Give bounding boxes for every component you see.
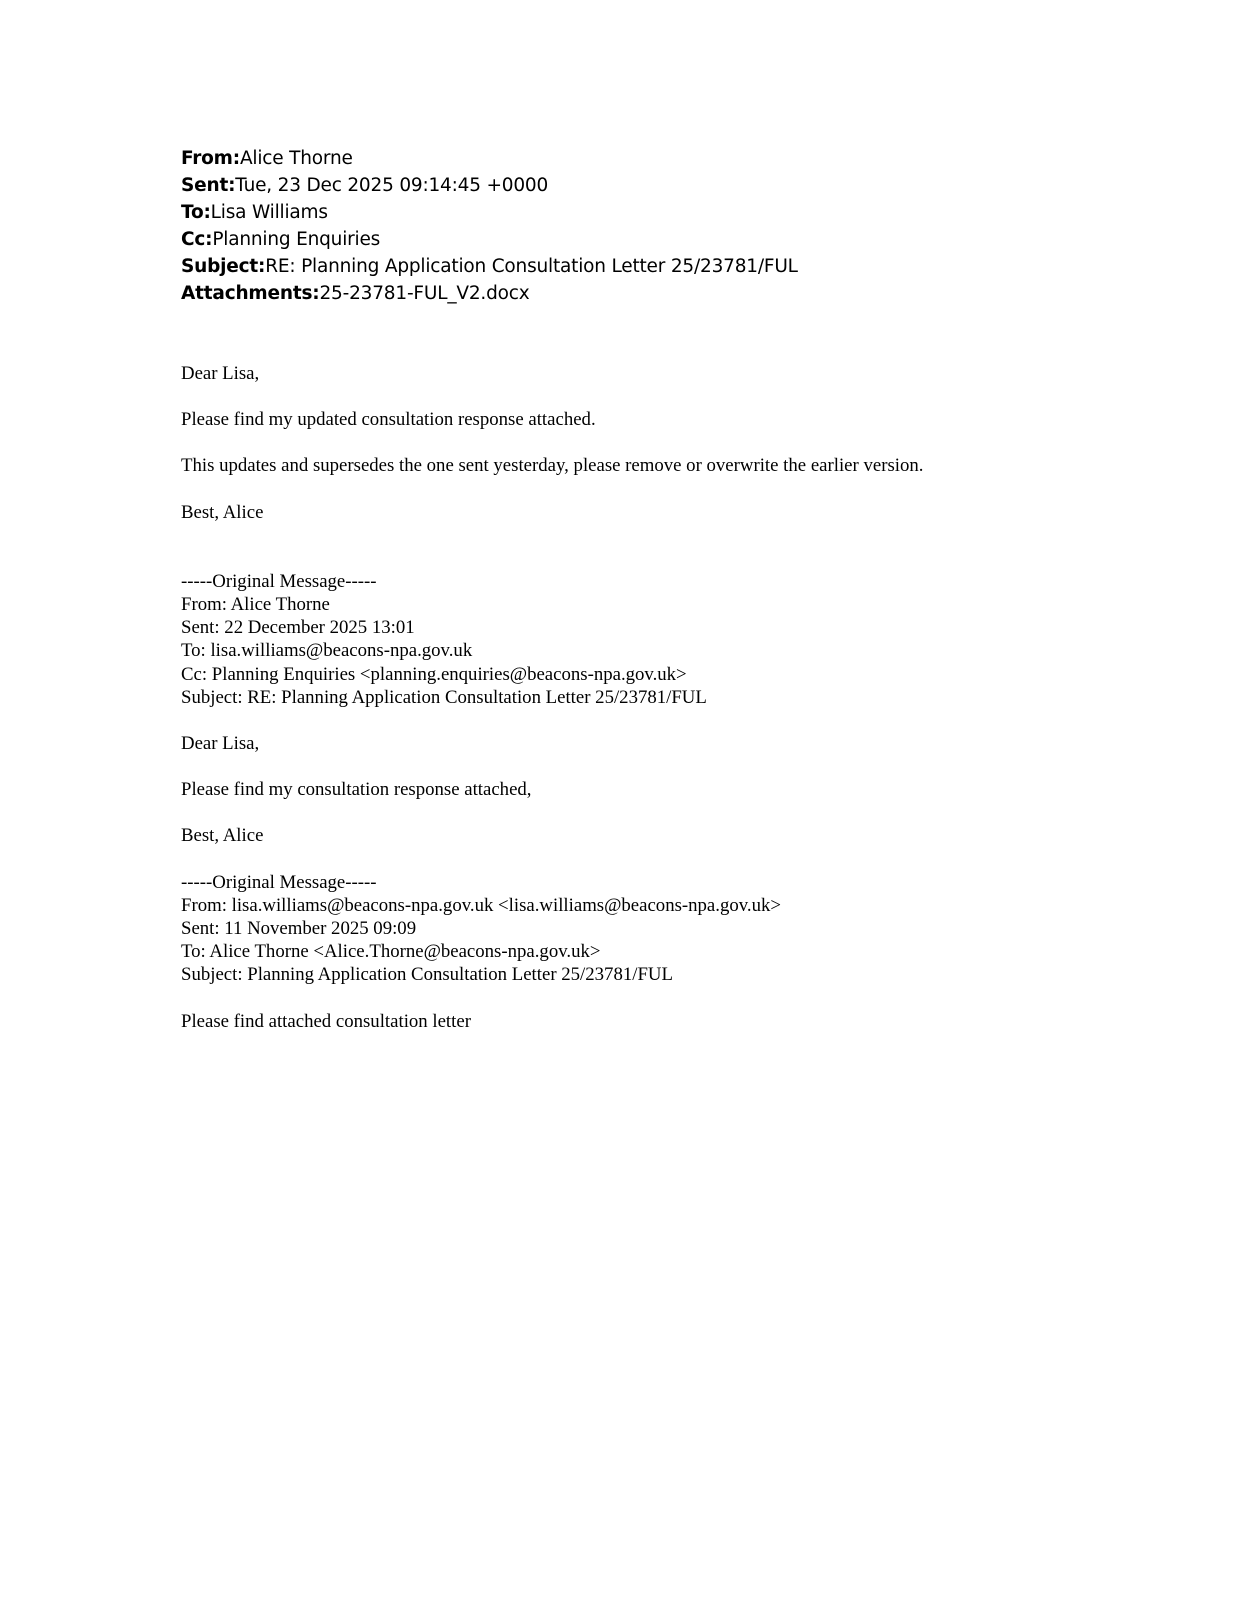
header-sent-label: Sent: [181,175,236,196]
quoted1-from: From: Alice Thorne [181,594,330,616]
header-to-label: To: [181,202,211,223]
header-attachments-value: 25-23781-FUL_V2.docx [319,283,530,304]
header-cc-label: Cc: [181,229,213,250]
quoted1-body: Please find my consultation response attached, [181,779,532,801]
header-from-value: Alice Thorne [239,148,353,169]
quoted2-body: Please find attached consultation letter [181,1010,471,1032]
quoted-message-2-header [181,871,923,987]
header-sent [181,172,798,199]
quoted2-from: From: lisa.williams@beacons-npa.gov.uk <lisa.williams@beacons-npa.gov.uk> [181,894,781,916]
message-line-1: Please find my updated consultation response attached. [181,409,596,431]
header-subject-value: RE: Planning Application Consultation Letter 25/23781/FUL [265,256,798,277]
header-attachments-label: Attachments: [181,283,320,304]
email-body [181,362,923,1056]
quoted1-separator: -----Original Message----- [181,570,377,592]
header-cc [181,226,798,253]
message-greeting: Dear Lisa, [181,363,260,384]
quoted1-cc: Cc: Planning Enquiries <planning.enquiries@beacons-npa.gov.uk> [181,663,687,685]
quoted1-subject: Subject: RE: Planning Application Consultation Letter 25/23781/FUL [181,686,707,708]
quoted1-to: To: lisa.williams@beacons-npa.gov.uk [181,640,473,662]
quoted2-sent: Sent: 11 November 2025 09:09 [181,918,417,940]
quoted2-to: To: Alice Thorne <Alice.Thorne@beacons-npa.gov.uk> [181,941,601,963]
message-line-2: This updates and supersedes the one sent yesterday, please remove or overwrite the earlier version. [181,455,924,477]
header-subject [181,253,798,280]
header-cc-value: Planning Enquiries [212,229,381,250]
quoted2-subject: Subject: Planning Application Consultation Letter 25/23781/FUL [181,964,673,986]
quoted1-sent: Sent: 22 December 2025 13:01 [181,617,415,639]
header-to [181,199,798,226]
quoted1-signoff: Best, Alice [181,825,264,847]
header-to-value: Lisa Williams [210,202,328,223]
header-sent-value: Tue, 23 Dec 2025 09:14:45 +0000 [235,175,549,196]
header-from [181,145,798,172]
header-from-label: From: [181,148,240,169]
quoted-message-1-header [181,570,923,709]
header-subject-label: Subject: [181,256,266,277]
message-signoff: Best, Alice [181,501,264,523]
quoted2-separator: -----Original Message----- [181,871,377,893]
email-header [181,145,798,307]
quoted1-greeting: Dear Lisa, [181,733,260,755]
header-attachments [181,280,798,307]
